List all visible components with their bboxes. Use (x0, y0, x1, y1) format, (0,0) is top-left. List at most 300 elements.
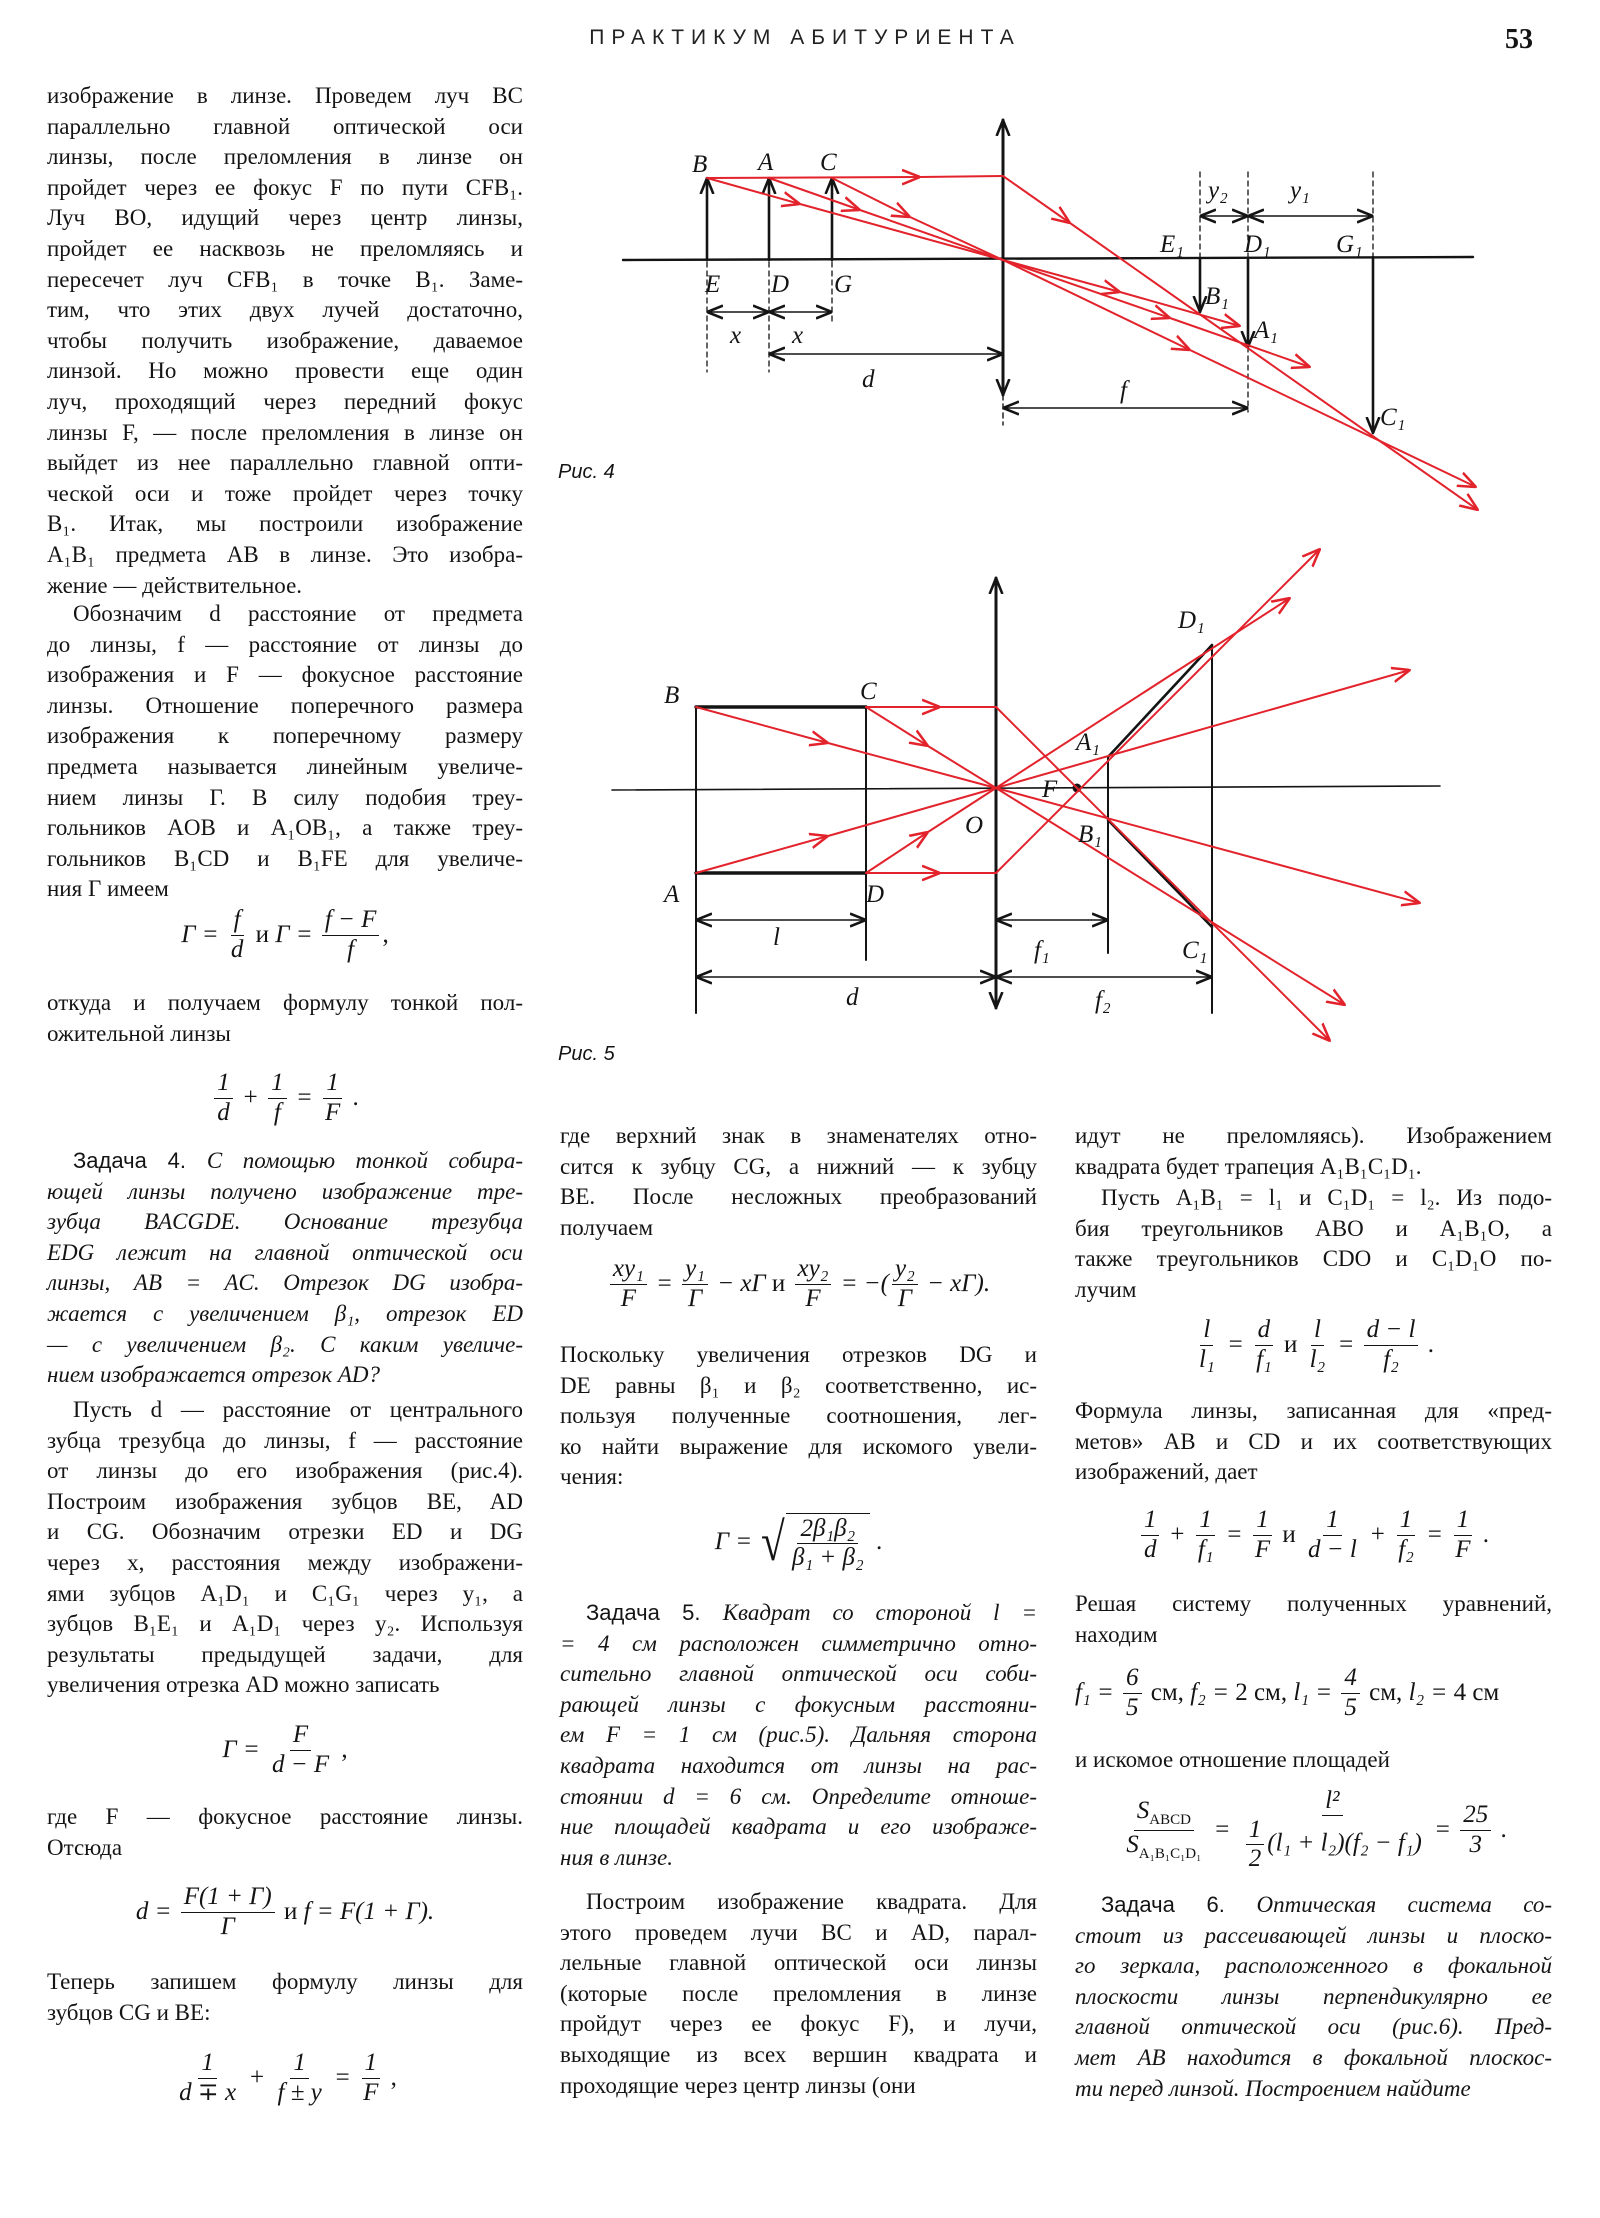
label-E1: E₁ (1160, 231, 1184, 258)
denominator (322, 1099, 343, 1126)
line-text: гольников AOB и A₁OB₁, а также треу- (47, 815, 523, 841)
denominator (1341, 1694, 1360, 1721)
label-l: l (773, 924, 780, 951)
line-text: ние площадей квадрата и его изображе- (560, 1814, 1037, 1840)
text-line (47, 630, 523, 661)
line-text: выходящие из всех вершин квадрата и (560, 2041, 1037, 2067)
line-text: Построим изображение квадрата. Для (586, 1889, 1037, 1914)
formula-term: F (1254, 1535, 1271, 1563)
formula-term: 1 (1326, 1506, 1339, 1534)
fraction (1364, 1317, 1419, 1373)
formula-term: S (1136, 1796, 1150, 1824)
text-line (1075, 1589, 1552, 1620)
denominator (176, 2079, 239, 2106)
line-text: Построим изображения зубцов BE, AD (47, 1488, 523, 1514)
figure-5 (558, 549, 1440, 1065)
line-text: до линзы, f — расстояние от линзы до (47, 631, 523, 657)
text-line (1075, 1427, 1552, 1458)
formula-term: d (230, 935, 244, 963)
text-line (47, 1426, 523, 1457)
label-E: E (705, 271, 721, 298)
formula-term: = (1207, 1816, 1237, 1843)
text-line (47, 295, 523, 326)
line-text: рающей линзы с фокусным расстояни- (560, 1691, 1037, 1717)
object-arrows (707, 178, 832, 260)
fraction (1123, 1665, 1142, 1721)
text-line (47, 721, 523, 752)
numerator (290, 2050, 309, 2078)
paragraph (560, 1887, 1037, 2101)
text-line (47, 509, 523, 540)
formula-text: 2 см, (1235, 1679, 1294, 1706)
numerator (1341, 1665, 1360, 1693)
formula-text: и (765, 1270, 792, 1297)
formula-term: f₁ (1256, 1345, 1272, 1373)
text-line (47, 1146, 523, 1177)
line-text: мет AB находится в фокальной плоскос- (1075, 2044, 1552, 2070)
text-line (560, 1782, 1037, 1813)
denominator (618, 1285, 639, 1312)
line-text: EDG лежит на главной оптической оси (47, 1239, 523, 1265)
text-line (47, 540, 523, 571)
square-ABCD (696, 707, 866, 1013)
formula-term: f (347, 935, 355, 963)
line-text: го зеркала, расположенного в фокальной (1075, 1953, 1552, 1979)
text-line (560, 1812, 1037, 1843)
fraction (1196, 1317, 1218, 1373)
line-text: квадрата будет трапеция A₁B₁C₁D₁. (1075, 1153, 1422, 1179)
formula-text: , (335, 1736, 348, 1763)
label-f: f (1120, 377, 1127, 404)
formula-term: y₁ (685, 1255, 705, 1283)
formula-term: f₂ (1398, 1535, 1414, 1563)
paragraph (47, 988, 523, 1049)
fraction (892, 1256, 918, 1312)
line-text: пересечет луч CFB₁ в точке B₁. Заме- (47, 266, 523, 292)
formula-term: 1 (217, 1069, 230, 1097)
fraction (1452, 1507, 1473, 1563)
line-text: получаем (560, 1214, 654, 1240)
line-text: ожительной линзы (47, 1020, 231, 1046)
text-line (1075, 1183, 1552, 1214)
text-line (47, 691, 523, 722)
text-line (1075, 2043, 1552, 2074)
numerator (1311, 1317, 1324, 1345)
text-line (47, 1238, 523, 1269)
numerator (1255, 1317, 1274, 1345)
line-text: Поскольку увеличения отрезков DG и (560, 1342, 1037, 1367)
formula (47, 1874, 523, 1950)
line-text: Решая систему полученных уравнений, (1075, 1591, 1552, 1616)
paragraph (47, 599, 523, 905)
line-text: зубцов CG и BE: (47, 1999, 211, 2025)
text-line (1075, 1121, 1552, 1152)
line-text: Отсюда (47, 1834, 123, 1860)
text-line (560, 1340, 1037, 1371)
text-line (47, 1360, 523, 1391)
figure-caption: Рис. 5 (558, 1043, 615, 1065)
formula (47, 2040, 523, 2116)
line-text: увеличения отрезка AD можно записать (47, 1672, 440, 1698)
text-line (560, 1629, 1037, 1660)
label-O: O (965, 812, 984, 839)
formula-term: l₂ (1309, 1345, 1326, 1373)
label-B1: B₁ (1078, 821, 1102, 848)
formula-term: f₂ (1383, 1345, 1399, 1373)
numerator (1253, 1507, 1272, 1535)
line-text: ем F = 1 см (рис.5). Дальняя сторона (560, 1722, 1037, 1748)
line-text: жение — действительное. (47, 572, 303, 598)
denominator (802, 1285, 823, 1312)
denominator (1466, 1831, 1485, 1858)
text-line (47, 1670, 523, 1701)
denominator (1240, 1816, 1425, 1873)
denominator (1246, 1845, 1265, 1872)
text-line (47, 387, 523, 418)
denominator (1196, 1346, 1218, 1373)
formula-term: − xΓ). (920, 1270, 991, 1297)
text-line (47, 356, 523, 387)
text-line (1075, 1620, 1552, 1651)
text-line (560, 1948, 1037, 1979)
line-text: ко найти выражение для искомого увели- (560, 1433, 1037, 1459)
formula-term: f₁ (1197, 1535, 1214, 1563)
line-text: пройдет через ее фокус F по пути CFB₁. (47, 174, 523, 200)
line-text: A₁B₁ предмета AB в линзе. Это изобра- (47, 541, 523, 567)
formula-term: f − F (324, 906, 377, 934)
text-line (1075, 2074, 1552, 2105)
line-text: метов» AB и CD и их соответствующих (1075, 1428, 1552, 1454)
denominator (1123, 1831, 1204, 1863)
numerator (610, 1256, 647, 1284)
formula-term: d = (135, 1898, 178, 1925)
problem-statement (560, 1598, 1037, 1873)
formula-term: + (235, 1084, 266, 1111)
formula-term: f (233, 906, 241, 934)
line-text: проходящие через центр линзы (они (560, 2072, 916, 2098)
numerator (323, 1070, 342, 1098)
text-line (47, 1177, 523, 1208)
fraction (1240, 1788, 1425, 1873)
label-B: B (692, 151, 708, 178)
formula-term: 4 (1344, 1664, 1357, 1692)
formula-text: см, (1144, 1679, 1191, 1706)
formula (560, 1246, 1037, 1322)
numerator (214, 1070, 233, 1098)
fraction (269, 1722, 332, 1778)
text-line (47, 599, 523, 630)
formula-term: + (242, 2064, 272, 2091)
formula-term: 1 (1456, 1506, 1470, 1534)
line-text: изображения к поперечному размеру (47, 723, 523, 749)
formula-term: f₁ = (1075, 1679, 1121, 1706)
text-line (560, 1598, 1037, 1629)
formula-term: F (1455, 1535, 1471, 1563)
numerator (1364, 1317, 1419, 1345)
line-text: сится к зубцу CG, а нижний — к зубцу (560, 1153, 1037, 1179)
text-line (1075, 1457, 1552, 1488)
denominator (1305, 1536, 1360, 1563)
line-text: пройдут через ее фокус F), и лучи, (560, 2011, 1037, 2037)
fraction (1460, 1802, 1491, 1858)
numerator (1323, 1507, 1342, 1535)
text-line (1075, 1982, 1552, 2013)
formula (47, 1712, 523, 1788)
text-line (47, 203, 523, 234)
formula-term: F(1 + Γ) (183, 1883, 272, 1911)
fraction (1305, 1507, 1360, 1563)
text-line (1075, 1951, 1552, 1982)
paragraph (47, 1967, 523, 2028)
text-line (560, 2071, 1037, 2102)
text-line (560, 1121, 1037, 1152)
text-line (560, 1371, 1037, 1402)
text-line (47, 571, 523, 602)
text-line (560, 1182, 1037, 1213)
fraction (789, 1516, 867, 1572)
text-line (47, 1609, 523, 1640)
line-text: ния в линзе. (560, 1844, 673, 1870)
formula (47, 897, 523, 973)
denominator (1252, 1536, 1273, 1563)
formula-term: 1 (364, 2049, 378, 2077)
formula (1075, 1497, 1552, 1573)
line-text: стоянии d = 6 см. Определите отноше- (560, 1783, 1037, 1809)
label-f1: f₁ (1034, 937, 1050, 964)
line-text: (которые после преломления в линзе (560, 1980, 1037, 2006)
formula (560, 1504, 1037, 1580)
line-text: через x, расстояния между изображени- (47, 1549, 523, 1575)
formula-term: = (327, 2064, 358, 2091)
text-line (560, 1152, 1037, 1183)
text-line (560, 1690, 1037, 1721)
running-header: ПРАКТИКУМ АБИТУРИЕНТА (589, 26, 1021, 49)
line-text: выйдет из нее параллельно главной опти- (47, 450, 523, 476)
line-text: ти перед линзой. Построением найдите (1075, 2075, 1471, 2101)
numerator (682, 1256, 708, 1284)
line-text: и искомое отношение площадей (1075, 1747, 1390, 1772)
formula-term: Γ = (181, 921, 225, 948)
text-line (47, 234, 523, 265)
line-text: Обозначим d расстояние от предмета (73, 601, 523, 626)
text-line (47, 1802, 523, 1833)
fraction (228, 907, 247, 963)
formula (47, 1060, 523, 1136)
line-text: Задача 6. Оптическая система со- (1101, 1892, 1552, 1917)
text-line (47, 988, 523, 1019)
text-line (47, 142, 523, 173)
text-line (560, 1720, 1037, 1751)
numerator (1397, 1507, 1416, 1535)
formula-term: 25 (1463, 1801, 1489, 1829)
text-line (47, 1395, 523, 1426)
label-d: d (862, 366, 875, 393)
fraction (682, 1256, 708, 1312)
text-line (560, 1887, 1037, 1918)
formula-text: . (1494, 1816, 1507, 1843)
line-text: луч, проходящий через передний фокус (47, 388, 523, 414)
label-y1: y₁ (1290, 177, 1310, 204)
subscript: ABCD (1149, 1811, 1191, 1828)
line-text: чтобы получить изображение, даваемое (47, 327, 523, 353)
formula-term: F (324, 1098, 341, 1126)
formula-term: 5 (1126, 1693, 1139, 1721)
formula-term: (l₁ + l₂)(f₂ − f₁) (1267, 1829, 1422, 1857)
formula-term: F (292, 1721, 309, 1749)
text-line (47, 1640, 523, 1671)
line-text: где F — фокусное расстояние линзы. (47, 1804, 523, 1829)
text-line (47, 1487, 523, 1518)
text-line (47, 1019, 523, 1050)
optical-axis (612, 786, 1440, 790)
line-text: изображений, дает (1075, 1459, 1258, 1485)
label-y2: y₂ (1208, 177, 1228, 204)
figure-caption: Рис. 4 (558, 461, 615, 483)
label-B1: B₁ (1205, 283, 1229, 310)
numerator (1454, 1507, 1473, 1535)
formula-term: 1 (293, 2049, 306, 2077)
numerator (198, 2050, 217, 2078)
text-line (47, 112, 523, 143)
paragraph (1075, 1396, 1552, 1488)
label-d: d (846, 984, 859, 1011)
text-line (560, 1401, 1037, 1432)
formula-text: . (1476, 1521, 1490, 1548)
line-text: линзы, AB = AC. Отрезок DG изобра- (47, 1270, 523, 1296)
line-text: линзой. Но можно провести еще один (47, 358, 523, 384)
label-C: C (820, 149, 837, 176)
line-text: изображения и F — фокусное расстояние (47, 662, 523, 688)
line-text: бия треугольников ABO и A₁B₁O, а (1075, 1215, 1552, 1241)
formula-term: S (1126, 1830, 1139, 1858)
radical-sign: √ (761, 1512, 786, 1572)
text-line (560, 2009, 1037, 2040)
text-line (47, 326, 523, 357)
line-text: где верхний знак в знаменателях отно- (560, 1123, 1037, 1148)
denominator (218, 1913, 238, 1940)
problem-label: Задача 6. (1101, 1892, 1257, 1917)
denominator (360, 2079, 381, 2106)
formula-term: F (620, 1284, 636, 1312)
formula-text: 4 см (1453, 1679, 1500, 1706)
numerator (362, 2050, 381, 2078)
formula-term: + (1362, 1521, 1393, 1548)
formula-text: . (346, 1084, 359, 1111)
line-text: Луч BO, идущий через центр линзы, (47, 205, 523, 231)
formula-term: = (1419, 1521, 1450, 1548)
label-D1: D₁ (1178, 607, 1205, 634)
label-C1: C₁ (1380, 404, 1406, 431)
text-line (47, 660, 523, 691)
numerator (1134, 1798, 1194, 1831)
fraction (1246, 1817, 1265, 1873)
formula-term: Γ = (714, 1528, 759, 1555)
label-A: A (758, 149, 774, 176)
text-line (47, 1517, 523, 1548)
square-root (758, 1513, 869, 1572)
line-text: результаты предыдущей задачи, для (47, 1641, 523, 1667)
formula-term: Γ (687, 1284, 703, 1312)
line-text: Задача 5. Квадрат со стороной l = (586, 1600, 1037, 1625)
text-line (47, 81, 523, 112)
line-text: лельные главной оптической оси линзы (560, 1950, 1037, 1976)
line-text: зубца трезубца до линзы, f — расстояние (47, 1427, 523, 1453)
formula-text: , (384, 2064, 397, 2091)
fraction (268, 1070, 287, 1126)
fraction (610, 1256, 647, 1312)
text-line (47, 752, 523, 783)
formula-term: d ∓ x (179, 2078, 237, 2106)
formula-term: β₁ + β₂ (792, 1544, 864, 1571)
line-text: B₁. Итак, мы построили изображение (47, 511, 523, 537)
text-line (47, 1579, 523, 1610)
numerator (181, 1884, 275, 1912)
formula-term: d (1257, 1316, 1271, 1344)
fraction (1395, 1507, 1417, 1563)
line-text: зубца BACGDE. Основание трезубца (47, 1209, 523, 1235)
formula-text: , (382, 921, 389, 948)
fraction (1253, 1317, 1275, 1373)
line-text: от линзы до его изображения (рис.4). (47, 1458, 523, 1484)
text-line (47, 265, 523, 296)
denominator (789, 1544, 867, 1571)
text-line (47, 1299, 523, 1330)
line-text: плоскости линзы перпендикулярно ее (1075, 1983, 1552, 2009)
formula-term: y₂ (895, 1255, 915, 1283)
formula-term: = (1331, 1331, 1361, 1358)
fraction (360, 2050, 381, 2106)
formula-term: xy₂ (797, 1255, 829, 1283)
line-text: стоит из рассеивающей линзы и плоско- (1075, 1922, 1552, 1948)
label-D1: D₁ (1244, 231, 1271, 258)
dimension-lines (707, 216, 1373, 408)
text-line (560, 2040, 1037, 2071)
line-text: пользуя полученные соотношения, лег- (560, 1403, 1037, 1429)
fraction (275, 2050, 325, 2106)
line-text: откуда и получаем формулу тонкой пол- (47, 990, 523, 1015)
formula-term: Γ = (222, 1736, 266, 1763)
formula-term: 1 (326, 1069, 339, 1097)
label-G1: G₁ (1336, 231, 1363, 258)
line-text: параллельно главной оптической оси (47, 113, 523, 139)
text-line (560, 1751, 1037, 1782)
label-f2: f₂ (1095, 987, 1111, 1014)
formula-text: и (277, 1898, 304, 1925)
text-line (1075, 1244, 1552, 1275)
paragraph (47, 81, 523, 601)
line-text: ния Γ имеем (47, 876, 169, 902)
formula-term: 2 (1248, 1845, 1262, 1873)
figure-4 (558, 120, 1478, 510)
formula-term: 1 (1248, 1815, 1262, 1843)
text-line (47, 783, 523, 814)
line-text: Теперь запишем формулу линзы для (47, 1969, 523, 1994)
line-text: ями зубцов A₁D₁ и C₁G₁ через y₁, а (47, 1580, 523, 1606)
text-line (47, 173, 523, 204)
paragraph (560, 1121, 1037, 1243)
text-line (47, 1998, 523, 2029)
text-line (560, 1432, 1037, 1463)
formula-term: = −( (834, 1270, 890, 1297)
formula-term: = (1427, 1816, 1458, 1843)
fraction (795, 1256, 832, 1312)
denominator (269, 1751, 332, 1778)
line-text: Пусть d — расстояние от центрального (73, 1397, 523, 1422)
line-text: находим (1075, 1621, 1158, 1647)
fraction (1341, 1665, 1360, 1721)
label-G: G (834, 271, 853, 298)
line-text: BE. После несложных преобразований (560, 1184, 1037, 1210)
